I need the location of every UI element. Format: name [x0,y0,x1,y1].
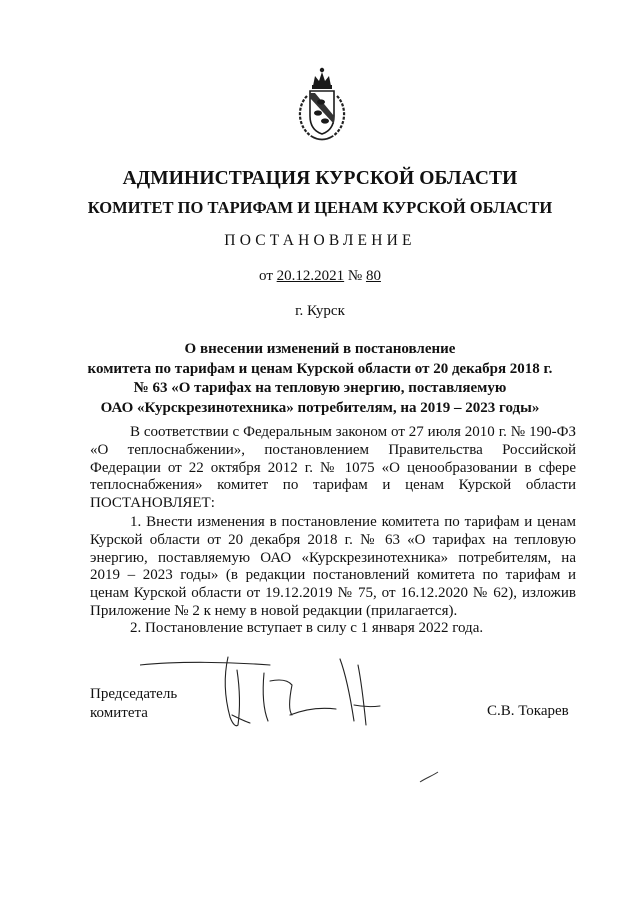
pen-mark [418,770,440,784]
title-line: ОАО «Курскрезинотехника» потребителям, на 2019 – 2023 годы» [100,399,540,416]
preamble-paragraph: В соответствии с Федеральным законом от 27 июля 2010 г. № 190-ФЗ «О теплоснабжении», постановлением Правительства Российской Федерации от 22 октября 2012 г. № 1075 «О ценообразовании в сфере теплоснабжения» комитет по тарифам и ценам Курской области ПОСТАНОВЛЯЕТ: [90,424,576,512]
coat-of-arms-icon [291,66,353,144]
title-line: № 63 «О тарифах на тепловую энергию, поставляемую [133,380,507,396]
document-title [0,340,640,418]
dateline-prefix: от [259,268,273,284]
city: г. Курск [295,303,345,319]
position-line: Председатель [90,686,178,702]
dateline [0,268,640,285]
number-sign: № [347,268,363,284]
document-number: 80 [365,268,381,284]
position-line: комитета [90,705,148,721]
committee-heading: КОМИТЕТ ПО ТАРИФАМ И ЦЕНАМ КУРСКОЙ ОБЛАСТИ [87,198,553,217]
title-line: комитета по тарифам и ценам Курской области от 20 декабря 2018 г. [87,360,553,377]
signatory-position [90,685,177,723]
signatory-name: С.В. Токарев [487,703,569,719]
handwritten-signature [140,655,450,735]
title-line: О внесении изменений в постановление [184,341,456,357]
item-2-paragraph: 2. Постановление вступает в силу с 1 января 2022 года. [130,620,484,636]
item-1-paragraph: 1. Внести изменения в постановление комитета по тарифам и ценам Курской области от 20 декабря 2018 г. № 63 «О тарифах на тепловую энергию, поставляемую ОАО «Курскрезинотехника» потребителям, на 2019 – 2023 годы» (в редакции постановлений комитета по тарифам и ценам Курской области от 19.12.2019 № 75, от 16.12.2020 № 62), изложив Приложение № 2 к нему в новой редакции (прилагается). [90,514,576,619]
administration-heading: АДМИНИСТРАЦИЯ КУРСКОЙ ОБЛАСТИ [122,168,518,189]
document-date: 20.12.2021 [276,268,345,284]
document-type: ПОСТАНОВЛЕНИЕ [224,232,416,249]
